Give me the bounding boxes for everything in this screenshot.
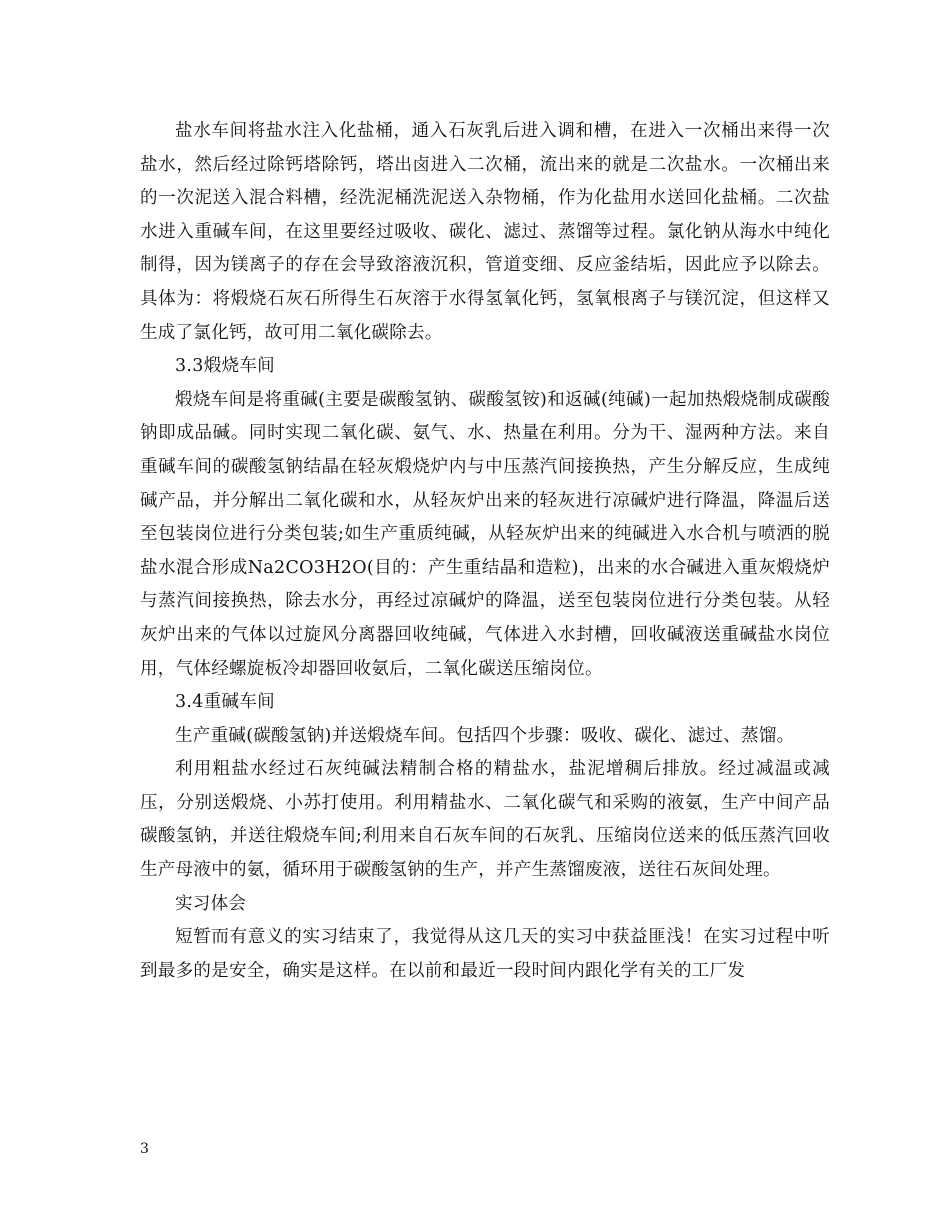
paragraph-heavy-soda-process: 利用粗盐水经过石灰纯碱法精制合格的精盐水，盐泥增稠后排放。经过减温或减压，分别送煅烧、小苏打使用。利用精盐水、二氧化碳气和采购的液氨，生产中间产品碳酸氢钠，并送往煅烧车间;利用来自石灰车间的石灰乳、压缩岗位送来的低压蒸汽回收生产母液中的氨，循环用于碳酸氢钠的生产，并产生蒸馏废液，送往石灰间处理。 — [140, 759, 830, 881]
document-body — [140, 115, 830, 988]
paragraph-heavy-soda-summary: 生产重碱(碳酸氢钠)并送煅烧车间。包括四个步骤：吸收、碳化、滤过、蒸馏。 — [175, 725, 795, 746]
paragraph-calcining-workshop: 煅烧车间是将重碱(主要是碳酸氢钠、碳酸氢铵)和返碱(纯碱)一起加热煅烧制成碳酸钠即成品碱。同时实现二氧化碳、氨气、水、热量在利用。分为干、湿两种方法。来自重碱车间的碳酸氢钠结晶在轻灰煅烧炉内与中压蒸汽间接换热，产生分解反应，生成纯碱产品，并分解出二氧化碳和水，从轻灰炉出来的轻灰进行凉碱炉进行降温，降温后送至包装岗位进行分类包装;如生产重质纯碱，从轻灰炉出来的纯碱进入水合机与喷洒的脱盐水混合形成Na2CO3H2O(目的：产生重结晶和造粒)，出来的水合碱进入重灰煅烧炉与蒸汽间接换热，除去水分，再经过凉碱炉的降温，送至包装岗位进行分类包装。从轻灰炉出来的气体以过旋风分离器回收纯碱，气体进入水封槽，回收碱液送重碱盐水岗位用，气体经螺旋板冷却器回收氨后，二氧化碳送压缩岗位。 — [140, 389, 830, 679]
section-heading-heavy-soda-workshop: 3.4重碱车间 — [175, 692, 275, 713]
page-number: 3 — [140, 1141, 149, 1157]
section-heading-calcining-workshop: 3.3煅烧车间 — [175, 356, 275, 377]
paragraph-brine-workshop: 盐水车间将盐水注入化盐桶，通入石灰乳后进入调和槽，在进入一次桶出来得一次盐水，然后经过除钙塔除钙，塔出卤进入二次桶，流出来的就是二次盐水。一次桶出来的一次泥送入混合料槽，经洗泥桶洗泥送入杂物桶，作为化盐用水送回化盐桶。二次盐水进入重碱车间，在这里要经过吸收、碳化、滤过、蒸馏等过程。氯化钠从海水中纯化制得，因为镁离子的存在会导致溶液沉积，管道变细、反应釜结垢，因此应予以除去。具体为：将煅烧石灰石所得生石灰溶于水得氢氧化钙，氢氧根离子与镁沉淀，但这样又生成了氯化钙，故可用二氧化碳除去。 — [140, 121, 830, 343]
section-heading-internship-reflection: 实习体会 — [175, 893, 247, 914]
paragraph-internship-reflection: 短暂而有意义的实习结束了，我觉得从这几天的实习中获益匪浅！在实习过程中听到最多的是安全，确实是这样。在以前和最近一段时间内跟化学有关的工厂发 — [140, 927, 830, 981]
